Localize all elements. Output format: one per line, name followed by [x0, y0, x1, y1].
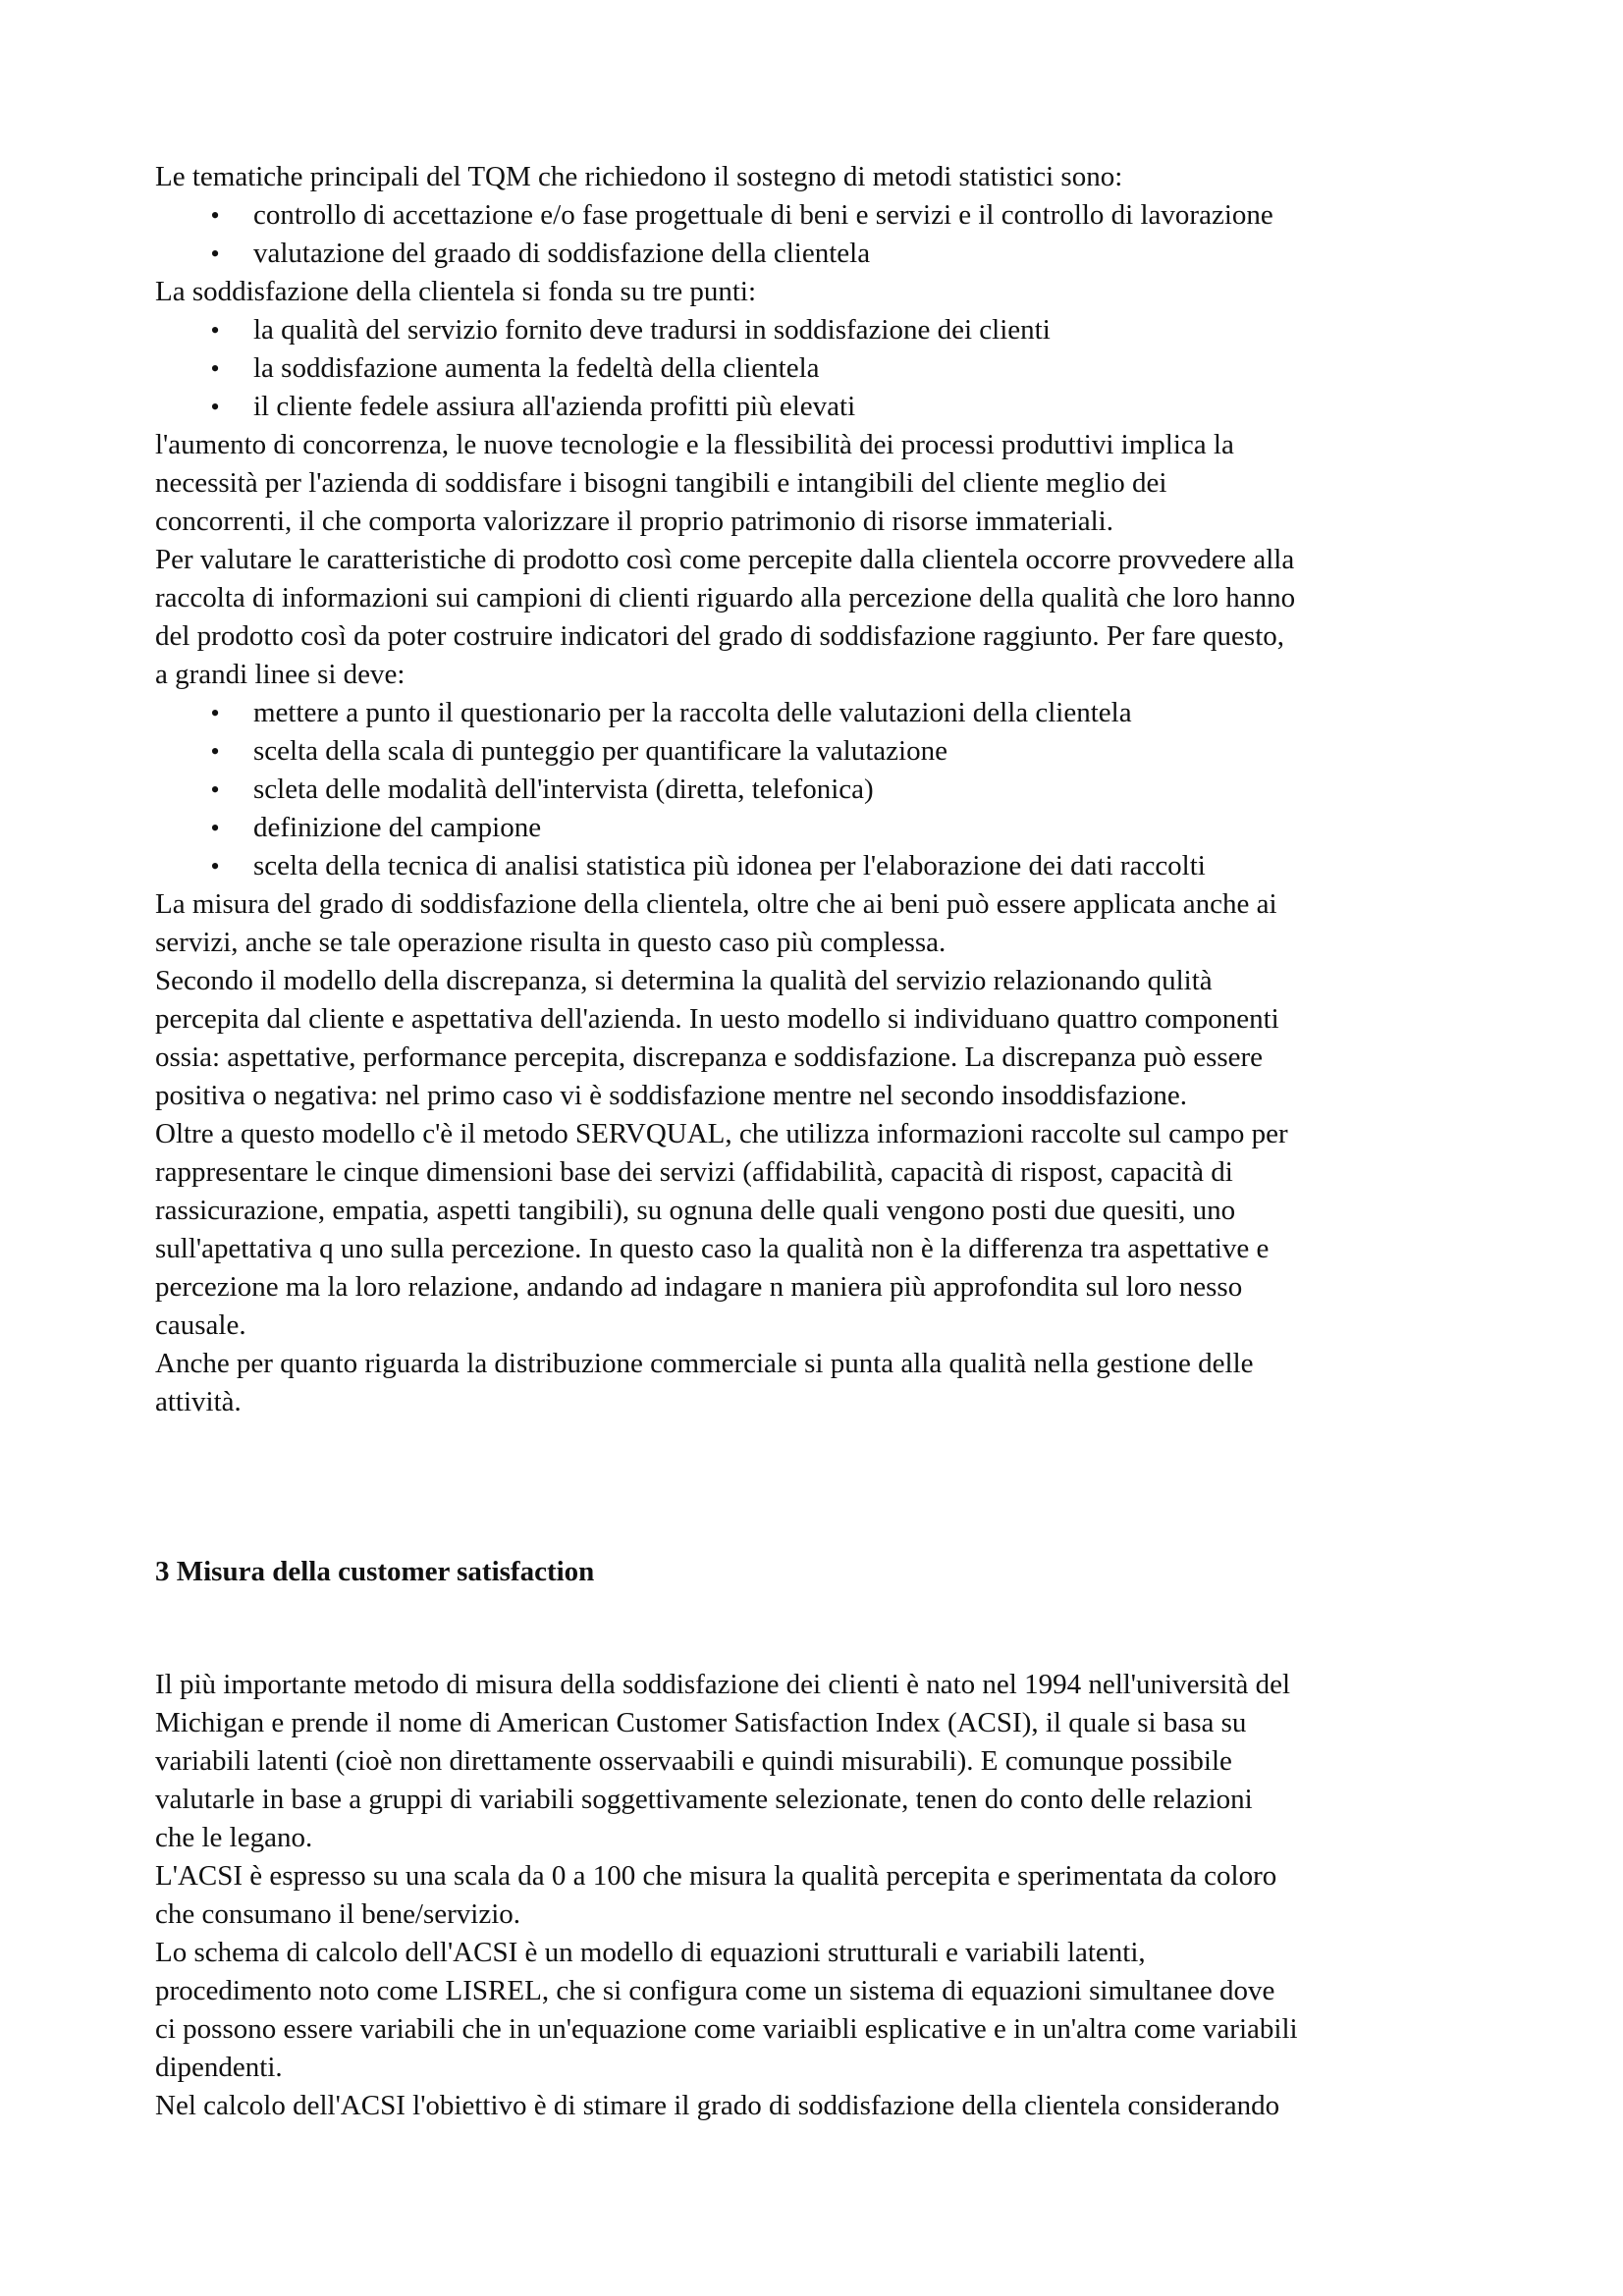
bullet-list-satisfaction-points: [155, 311, 1490, 426]
list-item: • mettere a punto il questionario per la raccolta delle valutazioni della clientela: [155, 694, 1490, 732]
list-item: • la soddisfazione aumenta la fedeltà della clientela: [155, 349, 1490, 388]
list-item: • valutazione del graado di soddisfazione della clientela: [155, 235, 1490, 273]
paragraph-measure: La misura del grado di soddisfazione della clientela, oltre che ai beni può essere applicata anche ai servizi, anche se tale operazione risulta in questo caso più complessa.: [155, 888, 1277, 958]
bullet-icon: •: [210, 814, 220, 842]
bullet-icon: •: [210, 201, 220, 230]
paragraph-scale: L'ACSI è espresso su una scala da 0 a 100 che misura la qualità percepita e sperimentata da coloro che consumano il bene/servizio.: [155, 1860, 1277, 1930]
bullet-icon: •: [210, 240, 220, 268]
bullet-icon: •: [210, 316, 220, 345]
paragraph-objective: Nel calcolo dell'ACSI l'obiettivo è di stimare il grado di soddisfazione della clientela considerando: [155, 2090, 1280, 2121]
section-tqm: [155, 158, 1490, 1421]
paragraph-competition: l'aumento di concorrenza, le nuove tecnologie e la flessibilità dei processi produttivi implica la necessità per l'azienda di soddisfare i bisogni tangibili e intangibili del cliente meglio dei concorrenti, il che comporta valorizzare il proprio patrimonio di risorse immateriali.: [155, 429, 1234, 537]
paragraph-schema: Lo schema di calcolo dell'ACSI è un modello di equazioni strutturali e variabili latenti, procedimento noto come LISREL, che si configura come un sistema di equazioni simultanee dove ci possono essere variabili che in un'equazione come variaibli esplicative e in un'altra come variabili dipendenti.: [155, 1937, 1298, 2083]
bullet-icon: •: [210, 354, 220, 383]
list-item: • controllo di accettazione e/o fase progettuale di beni e servizi e il controllo di lavorazione: [155, 196, 1490, 235]
paragraph-discrepancy-model: Secondo il modello della discrepanza, si determina la qualità del servizio relazionando qulità percepita dal cliente e aspettativa dell'azienda. In uesto modello si individuano quattro componenti ossia: aspettative, performance percepita, discrepanza e soddisfazione. La discrepanza può essere positiva o negativa: nel primo caso vi è soddisfazione mentre nel secondo insoddisfazione.: [155, 965, 1279, 1111]
satisfaction-intro: La soddisfazione della clientela si fonda su tre punti:: [155, 276, 757, 307]
list-item: • il cliente fedele assiura all'azienda profitti più elevati: [155, 388, 1490, 426]
list-item: • scleta delle modalità dell'intervista (diretta, telefonica): [155, 771, 1490, 809]
paragraph-servqual: Oltre a questo modello c'è il metodo SERVQUAL, che utilizza informazioni raccolte sul campo per rappresentare le cinque dimensioni base dei servizi (affidabilità, capacità di rispost, capacità di rassicurazione, empatia, aspetti tangibili), su ognuna delle quali vengono posti due quesiti, uno sull'apettativa q uno sulla percezione. In questo caso la qualità non è la differenza tra aspettative e percezione ma la loro relazione, andando ad indagare n maniera più approfondita sul loro nesso causale.: [155, 1118, 1288, 1341]
list-item: • scelta della scala di punteggio per quantificare la valutazione: [155, 732, 1490, 771]
intro-paragraph: Le tematiche principali del TQM che richiedono il sostegno di metodi statistici sono:: [155, 161, 1123, 192]
bullet-icon: •: [210, 775, 220, 804]
bullet-icon: •: [210, 737, 220, 766]
bullet-list-steps: [155, 694, 1490, 885]
paragraph-evaluate: Per valutare le caratteristiche di prodotto così come percepite dalla clientela occorre provvedere alla raccolta di informazioni sui campioni di clienti riguardo alla percezione della qualità che loro hanno del prodotto così da poter costruire indicatori del grado di soddisfazione raggiunto. Per fare questo, a grandi linee si deve:: [155, 544, 1296, 690]
bullet-list-statistical-themes: [155, 196, 1490, 273]
paragraph-acsi: Il più importante metodo di misura della soddisfazione dei clienti è nato nel 1994 nell'università del Michigan e prende il nome di American Customer Satisfaction Index (ACSI), il quale si basa su variabili latenti (cioè non direttamente osservaabili e quindi misurabili). E comunque possibile valutarle in base a gruppi di variabili soggettivamente selezionate, tenen do conto delle relazioni che le legano.: [155, 1669, 1291, 1853]
section-heading: 3 Misura della customer satisfaction: [155, 1556, 595, 1587]
paragraph-distribution: Anche per quanto riguarda la distribuzione commerciale si punta alla qualità nella gestione delle attività.: [155, 1348, 1254, 1417]
bullet-icon: •: [210, 393, 220, 421]
section-customer-satisfaction: [155, 1666, 1490, 2125]
bullet-icon: •: [210, 852, 220, 881]
list-item: • definizione del campione: [155, 809, 1490, 847]
list-item: • scelta della tecnica di analisi statistica più idonea per l'elaborazione dei dati raccolti: [155, 847, 1490, 885]
list-item: • la qualità del servizio fornito deve tradursi in soddisfazione dei clienti: [155, 311, 1490, 349]
bullet-icon: •: [210, 699, 220, 727]
